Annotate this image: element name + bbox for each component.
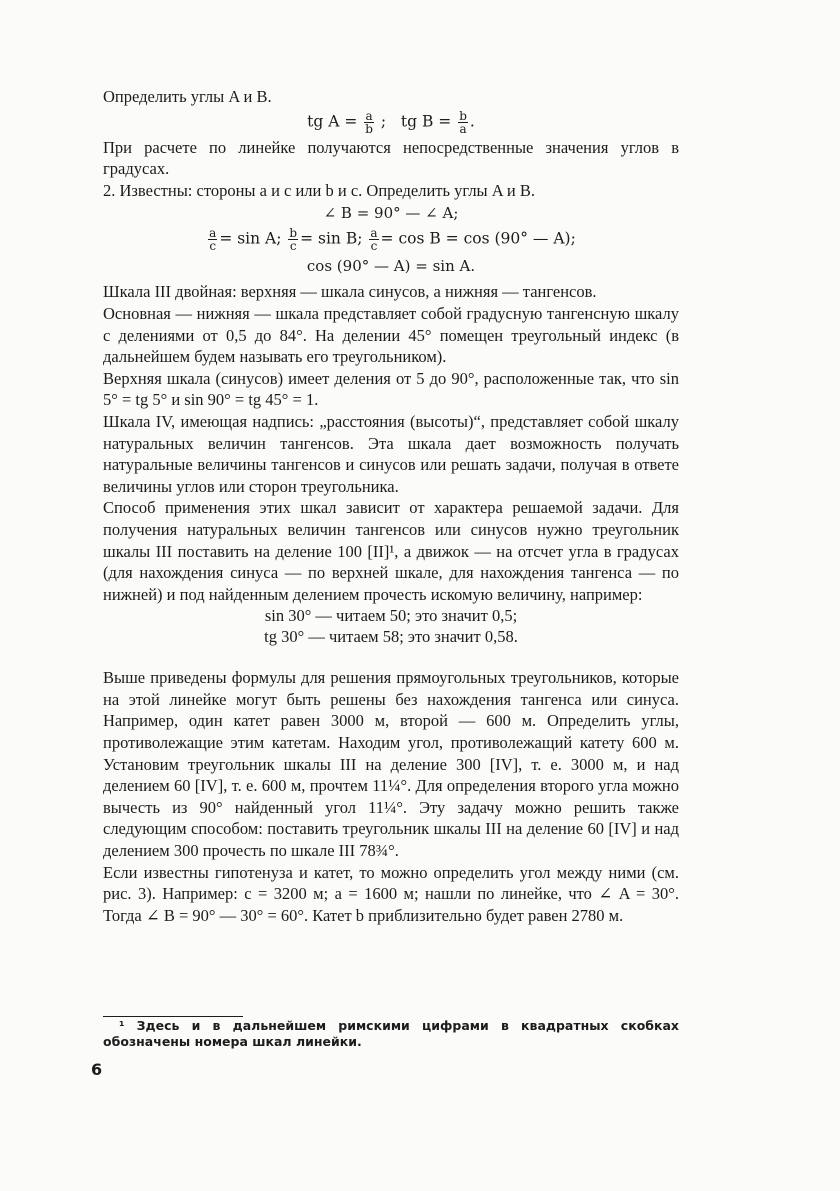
fraction-a-over-b: $\frac{a}{b}$ [365,108,373,136]
paragraph-upper-scale: Верхняя шкала (синусов) имеет деления от 5 до 90°, расположенные так, что sin 5° = tg 5° и sin 90° = tg 45° = 1. [103,368,679,410]
paragraph-define-angles: Определить углы A и B. [103,87,272,106]
examples-block [103,605,679,647]
formula-angle-b: ∠ B = 90° — ∠ A; [323,204,459,223]
page-number: 6 [91,1060,103,1079]
paragraph-case-2: 2. Известны: стороны a и c или b и c. Определить углы A и B. [103,180,535,200]
paragraph-scale-iii: Шкала III двойная: верхняя — шкала синусов, а нижняя — тангенсов. [103,282,597,302]
page-body [103,86,679,926]
footnote-divider [103,1016,243,1017]
example-tg: tg 30° — читаем 58; это значит 0,58. [264,627,518,647]
formula-sin-cos: $\frac{a}{c}$ = sin A; $\frac{b}{c}$ = sin B; $\frac{a}{c}$ = cos B = cos (90° — A); [209,226,576,254]
paragraph-hypotenuse: Если известны гипотенуза и катет, то можно определить угол между ними (см. рис. 3). Например: c = 3200 м; a = 1600 м; нашли по линейке, что ∠ A = 30°. Тогда ∠ B = 90° — 30° = 60°. Катет b приблизительно будет равен 2780 м. [103,862,679,925]
fraction-b-over-a: $\frac{b}{a}$ [459,108,467,136]
footnote: ¹ Здесь и в дальнейшем римскими цифрами в квадратных скобках обозначены номера шкал линейки. [103,1018,679,1049]
paragraph-usage-method: Способ применения этих шкал зависит от характера решаемой задачи. Для получения натуральных величин тангенсов или синусов нужно треугольник шкалы III поставить на деление 100 [II]¹, а движок — на отсчет угла в градусах (для нахождения синуса — по верхней шкале, для нахождения тангенса — по нижней) и под найденным делением прочесть искомую величину, например: [103,498,679,604]
paragraph-calculation-note: При расчете по линейке получаются непосредственные значения углов в градусах. [103,137,679,179]
paragraph-scale-iv: Шкала IV, имеющая надпись: „расстояния (высоты)“, представляет собой шкалу натуральных величин тангенсов. Эта шкала дает возможность получать натуральные величины тангенсов и синусов или решать задачи, получая в ответе величины углов или сторон треугольника. [103,411,679,496]
example-sin: sin 30° — читаем 50; это значит 0,5; [264,606,518,626]
paragraph-main-scale: Основная — нижняя — шкала представляет собой градусную тангенсную шкалу с делениями от 0,5 до 84°. На делении 45° помещен треугольный индекс (в дальнейшем будем называть его треугольником). [103,303,679,367]
formula-cos-identity: cos (90° — A) = sin A. [306,257,476,276]
formula-tangents: tg A = $\frac{a}{b}$ ; tg B = $\frac{b}{a}$ . [307,108,475,136]
paragraph-example-legs: Выше приведены формулы для решения прямоугольных треугольников, которые на этой линейке могут быть решены без нахождения тангенса или синуса. Например, один катет равен 3000 м, второй — 600 м. Определить углы, противолежащие этим катетам. Находим угол, противолежащий катету 600 м. Установим треугольник шкалы III на деление 300 [IV], т. е. 3000 м, и над делением 60 [IV], т. е. 600 м, прочтем 11¼°. Для определения второго угла можно вычесть из 90° найденный угол 11¼°. Эту задачу можно решить также следующим способом: поставить треугольник шкалы III на деление 60 [IV] и над делением 300 прочесть по шкале III 78¾°. [103,668,679,861]
